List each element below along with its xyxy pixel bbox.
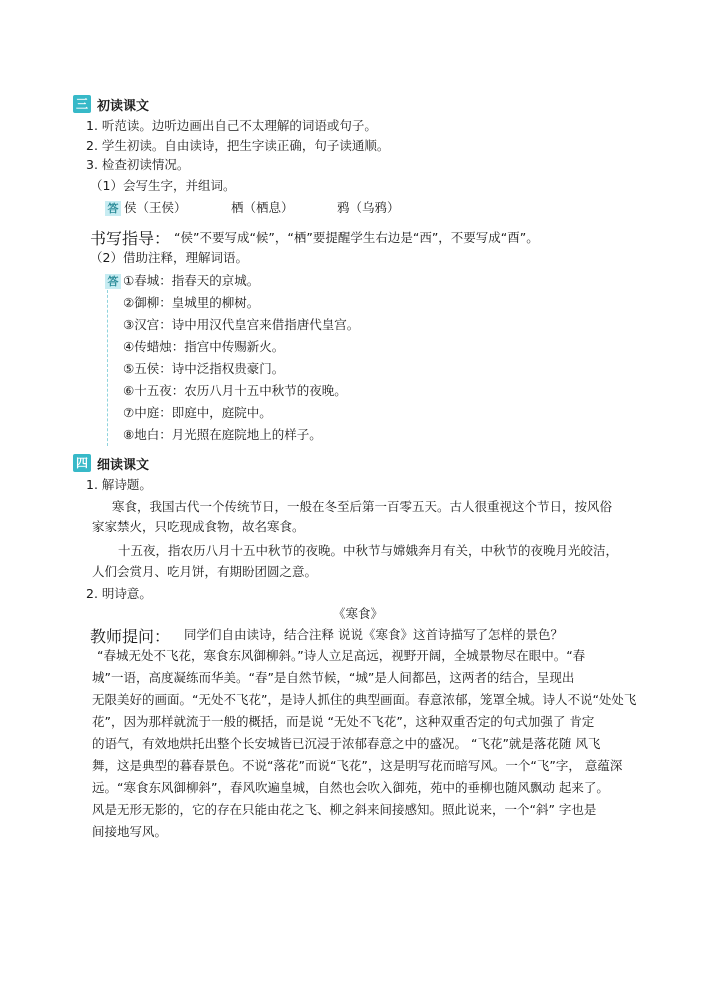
note-item: ③汉宫：诗中用汉代皇宫来借指唐代皇宫。: [123, 317, 360, 332]
paragraph-line: 人们会赏月、吃月饼，有期盼团圆之意。: [92, 564, 318, 579]
section-title-4: 细读课文: [97, 458, 150, 473]
paragraph-line: 无限美好的画面。“无处不飞花”，是诗人抓住的典型画面。春意浓郁，笼罩全城。诗人不说“处处飞: [92, 692, 637, 707]
note-item: ⑤五侯：诗中泛指权贵豪门。: [123, 361, 285, 376]
paragraph-line: 舞，这是典型的暮春景色。不说“落花”而说“飞花”，这是明写花而暗写风。一个“飞”字， 意蕴深: [92, 758, 623, 773]
note-item: ①春城：指春天的京城。: [123, 273, 260, 288]
char-entry: 栖（栖息）: [231, 200, 294, 215]
paragraph-line: 寒食，我国古代一个传统节日，一般在冬至后第一百零五天。古人很重视这个节日，按风俗: [112, 499, 613, 514]
paragraph-line: 风是无形无影的，它的存在只能由花之飞、柳之斜来间接感知。照此说来，一个“斜” 字也是: [92, 802, 597, 817]
note-item: ④传蜡烛：指宫中传赐新火。: [123, 339, 285, 354]
paragraph-line: 十五夜，指农历八月十五中秋节的夜晚。中秋节与嫦娥奔月有关，中秋节的夜晚月光皎洁，: [118, 543, 619, 558]
paragraph-line: 家家禁火，只吃现成食物，故名寒食。: [92, 519, 305, 534]
teacher-question-label: 教师提问：: [90, 627, 171, 646]
sub-heading: （1）会写生字，并组词。: [90, 178, 236, 193]
list-item: 2. 学生初读。自由读诗，把生字读正确，句子读通顺。: [86, 138, 390, 153]
writing-guide-label: 书写指导：: [90, 229, 171, 248]
paragraph-line: 花”，因为那样就流于一般的概括，而是说 “无处不飞花”，这种双重否定的句式加强了 肯定: [92, 714, 595, 729]
list-item: 1. 听范读。边听边画出自己不太理解的词语或句子。: [86, 118, 377, 133]
section-badge-3: 三: [73, 95, 91, 113]
list-item: 1. 解诗题。: [86, 477, 152, 492]
list-item: 3. 检查初读情况。: [86, 157, 190, 172]
sub-heading: （2）借助注释，理解词语。: [90, 250, 248, 265]
paragraph-line: 的语气，有效地烘托出整个长安城皆已沉浸于浓郁春意之中的盛况。 “飞花”就是落花随 风飞: [92, 736, 601, 751]
paragraph-line: 远。“寒食东风御柳斜”，春风吹遍皇城，自然也会吹入御苑，苑中的垂柳也随风飘动 起来了。: [92, 780, 609, 795]
section-title-3: 初读课文: [97, 99, 150, 114]
answer-tag: 答: [105, 201, 121, 216]
note-item: ⑧地白：月光照在庭院地上的样子。: [123, 427, 322, 442]
writing-guide-text: “侯”不要写成“候”，“栖”要提醒学生右边是“西”，不要写成“酉”。: [174, 230, 539, 245]
char-entry: 鸦（乌鸦）: [337, 200, 400, 215]
teacher-question-text: 同学们自由读诗，结合注释 说说《寒食》这首诗描写了怎样的景色？: [184, 627, 563, 642]
section-badge-4: 四: [73, 454, 91, 472]
paragraph-line: “春城无处不飞花，寒食东风御柳斜。”诗人立足高远，视野开阔，全城景物尽在眼中。“春: [97, 648, 586, 663]
notes-divider: [107, 290, 108, 446]
poem-title: 《寒食》: [333, 606, 384, 621]
char-entry: 侯（王侯）: [124, 200, 187, 215]
paragraph-line: 城”一语，高度凝练而华美。“春”是自然节候，“城”是人间都邑，这两者的结合，呈现出: [92, 670, 575, 685]
note-item: ⑦中庭：即庭中，庭院中。: [123, 405, 272, 420]
list-item: 2. 明诗意。: [86, 586, 152, 601]
note-item: ②御柳：皇城里的柳树。: [123, 295, 260, 310]
answer-tag: 答: [105, 274, 121, 289]
paragraph-line: 间接地写风。: [92, 824, 168, 839]
note-item: ⑥十五夜：农历八月十五中秋节的夜晚。: [123, 383, 347, 398]
